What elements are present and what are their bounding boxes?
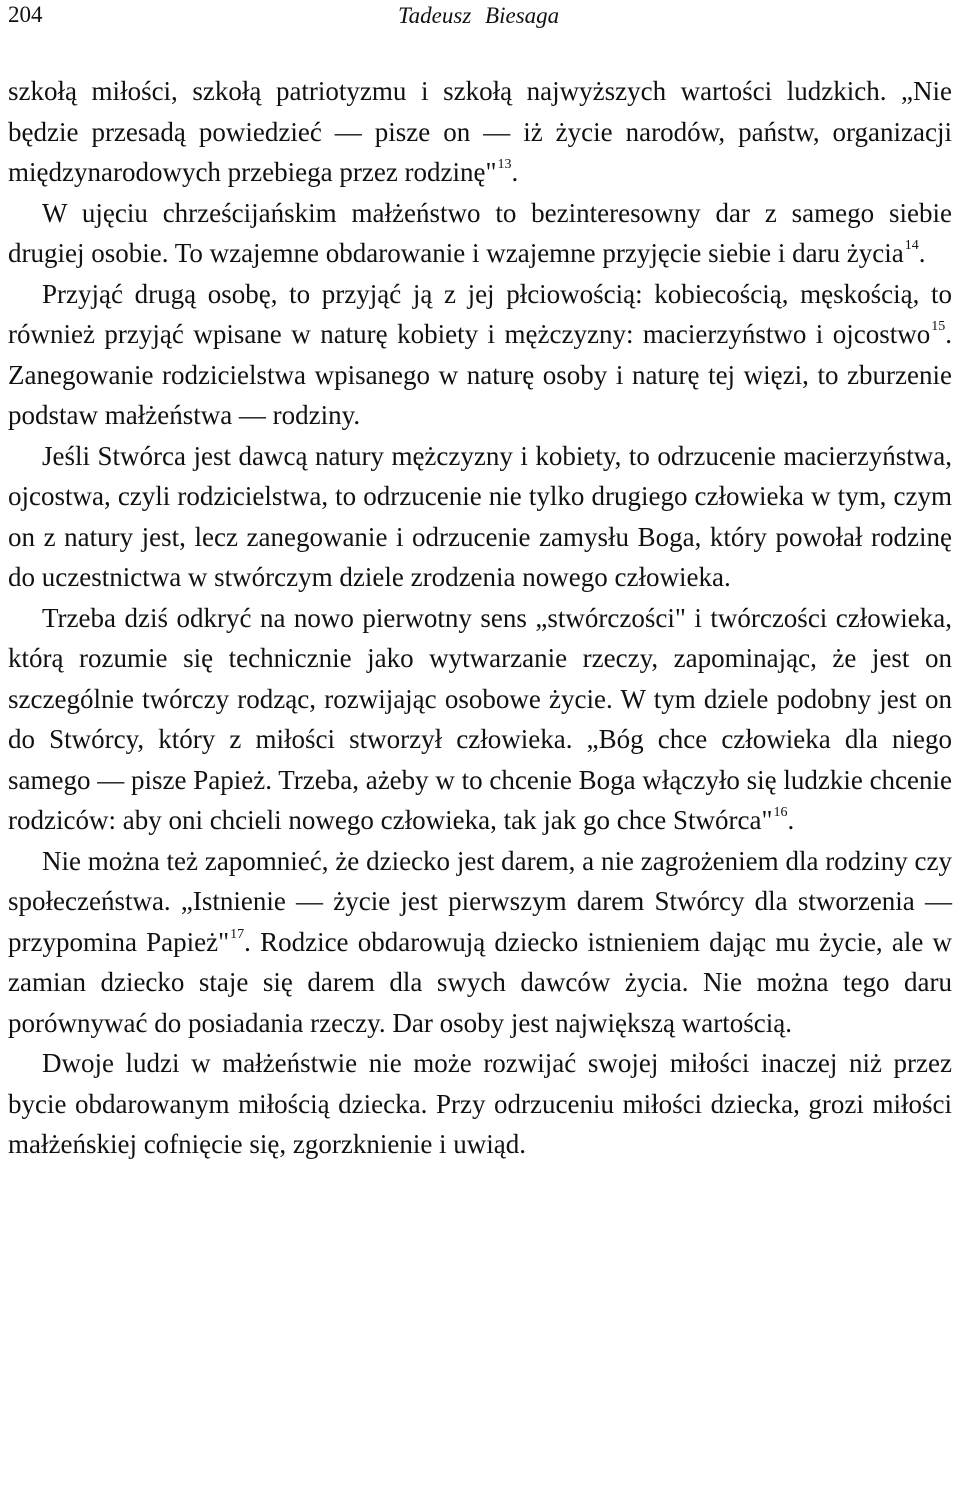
footnote-ref-15: 15 bbox=[931, 319, 946, 335]
paragraph-text: . bbox=[787, 805, 795, 835]
footnote-ref-17: 17 bbox=[230, 926, 245, 942]
running-head-author: Tadeusz Biesaga bbox=[398, 3, 560, 28]
paragraph-text: Przyjąć drugą osobę, to przyjąć ją z jej płciowością: kobiecością, męskością, to również przyjąć wpisane w naturę kobiety i mężczyzny: macierzyństwo i ojcostwo bbox=[8, 278, 952, 349]
paragraph-text: W ujęciu chrześcijańskim małżeństwo to bezinteresowny dar z samego siebie drugiej osobie. To wzajemne obdarowanie i wzajemne przyjęcie siebie i daru życia bbox=[8, 197, 952, 268]
page-number: 204 bbox=[8, 2, 43, 27]
paragraph-text: . Rodzice obdarowują dziecko istnieniem dając mu życie, ale w zamian dziecko staje się darem dla swych dawców życia. Nie można tego daru porównywać do posiadania rzeczy. Dar osoby jest największą wartością. bbox=[8, 926, 953, 1038]
paragraph-5 bbox=[8, 598, 952, 841]
paragraph-text: szkołą miłości, szkołą patriotyzmu i szkołą najwyższych wartości ludzkich. „Nie będzie przesadą powiedzieć — pisze on — iż życie narodów, państw, organizacji międzynarodowych przebiega przez rodzinę" bbox=[8, 76, 952, 187]
paragraph-text: Trzeba dziś odkryć na nowo pierwotny sens „stwórczości" i twórczości człowieka, którą rozumie się technicznie jako wytwarzanie rzeczy, zapominając, że jest on szczególnie twórczy rodząc, rozwijając osobowe życie. W tym dziele podobny jest on do Stwórcy, który z miłości stworzył człowieka. „Bóg chce człowieka dla niego samego — pisze Papież. Trzeba, ażeby w to chcenie Boga włączyło się ludzkie chcenie rodziców: aby oni chcieli nowego człowieka, tak jak go chce Stwórca" bbox=[8, 602, 952, 835]
paragraph-2 bbox=[8, 193, 952, 274]
paragraph-text: . bbox=[511, 157, 519, 187]
footnote-ref-14: 14 bbox=[904, 238, 919, 254]
paragraph-7 bbox=[8, 1043, 952, 1165]
page-header bbox=[8, 0, 948, 30]
paragraph-text: . Zanegowanie rodzicielstwa wpisanego w naturę osoby i naturę tej więzi, to zburzenie podstaw małżeństwa — rodziny. bbox=[8, 319, 952, 430]
body-text bbox=[8, 71, 952, 1165]
footnote-ref-16: 16 bbox=[773, 805, 788, 821]
paragraph-3 bbox=[8, 274, 952, 436]
paragraph-1 bbox=[8, 71, 952, 193]
paragraph-text: Nie można też zapomnieć, że dziecko jest darem, a nie zagrożeniem dla rodziny czy społeczeństwa. „Istnienie — życie jest pierwszym darem Stwórcy dla stworzenia — przypomina Papież" bbox=[8, 845, 952, 957]
paragraph-text: Dwoje ludzi w małżeństwie nie może rozwijać swojej miłości inaczej niż przez bycie obdarowanym miłością dziecka. Przy odrzuceniu miłości dziecka, grozi miłości małżeńskiej cofnięcie się, zgorzknienie i uwiąd. bbox=[8, 1048, 952, 1159]
paragraph-6 bbox=[8, 841, 952, 1044]
paragraph-text: . bbox=[918, 238, 926, 268]
footnote-ref-13: 13 bbox=[497, 157, 512, 173]
paragraph-4 bbox=[8, 436, 952, 598]
paragraph-text: Jeśli Stwórca jest dawcą natury mężczyzny i kobiety, to odrzucenie macierzyństwa, ojcostwa, czyli rodzicielstwa, to odrzucenie nie tylko drugiego człowieka w tym, czym on z natury jest, lecz zanegowanie i odrzucenie zamysłu Boga, który powołał rodzinę do uczestnictwa w stwórczym dziele zrodzenia nowego człowieka. bbox=[8, 440, 952, 592]
